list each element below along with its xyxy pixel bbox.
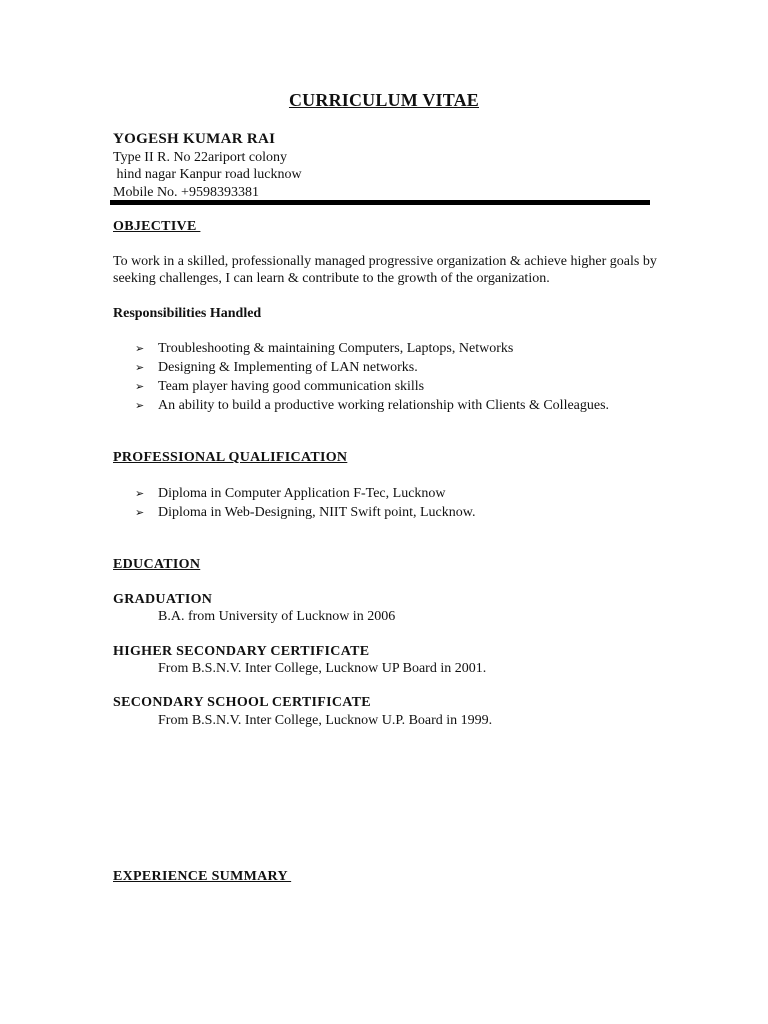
candidate-name: YOGESH KUMAR RAI bbox=[113, 131, 276, 147]
arrow-bullet-icon: ➢ bbox=[135, 487, 145, 500]
mobile-number: Mobile No. +9598393381 bbox=[113, 185, 259, 200]
list-item bbox=[135, 503, 475, 522]
list-item bbox=[135, 484, 475, 503]
address-line-1: Type II R. No 22ariport colony bbox=[113, 150, 287, 165]
list-item-text: Diploma in Computer Application F-Tec, Lucknow bbox=[158, 486, 446, 501]
address-line-2: hind nagar Kanpur road lucknow bbox=[113, 167, 302, 182]
arrow-bullet-icon: ➢ bbox=[135, 399, 145, 412]
document-title: CURRICULUM VITAE bbox=[288, 90, 480, 110]
list-item bbox=[135, 377, 609, 396]
professional-qualification-heading: PROFESSIONAL QUALIFICATION bbox=[113, 450, 348, 465]
arrow-bullet-icon: ➢ bbox=[135, 342, 145, 355]
responsibilities-list bbox=[135, 339, 609, 415]
secondary-school-heading: SECONDARY SCHOOL CERTIFICATE bbox=[113, 695, 371, 710]
arrow-bullet-icon: ➢ bbox=[135, 380, 145, 393]
objective-text: To work in a skilled, professionally managed progressive organization & achieve higher goals by seeking challenges, I can learn & contribute to the growth of the organization. bbox=[113, 254, 657, 286]
arrow-bullet-icon: ➢ bbox=[135, 506, 145, 519]
list-item bbox=[135, 339, 609, 358]
list-item-text: Troubleshooting & maintaining Computers, Laptops, Networks bbox=[158, 341, 514, 356]
higher-secondary-detail: From B.S.N.V. Inter College, Lucknow UP Board in 2001. bbox=[158, 661, 487, 676]
qualification-list bbox=[135, 484, 475, 522]
experience-summary-heading: EXPERIENCE SUMMARY bbox=[113, 869, 292, 884]
secondary-school-detail: From B.S.N.V. Inter College, Lucknow U.P. Board in 1999. bbox=[158, 713, 493, 728]
list-item-text: Diploma in Web-Designing, NIIT Swift point, Lucknow. bbox=[158, 505, 476, 520]
arrow-bullet-icon: ➢ bbox=[135, 361, 145, 374]
graduation-detail: B.A. from University of Lucknow in 2006 bbox=[158, 609, 396, 624]
objective-heading: OBJECTIVE bbox=[113, 219, 201, 234]
list-item-text: Designing & Implementing of LAN networks. bbox=[158, 360, 418, 375]
graduation-heading: GRADUATION bbox=[113, 592, 213, 607]
responsibilities-heading: Responsibilities Handled bbox=[113, 306, 262, 321]
list-item bbox=[135, 358, 609, 377]
list-item bbox=[135, 396, 609, 415]
list-item-text: An ability to build a productive working relationship with Clients & Colleagues. bbox=[158, 398, 610, 413]
header-divider bbox=[110, 200, 650, 205]
higher-secondary-heading: HIGHER SECONDARY CERTIFICATE bbox=[113, 644, 370, 659]
list-item-text: Team player having good communication skills bbox=[158, 379, 425, 394]
education-heading: EDUCATION bbox=[113, 557, 201, 572]
